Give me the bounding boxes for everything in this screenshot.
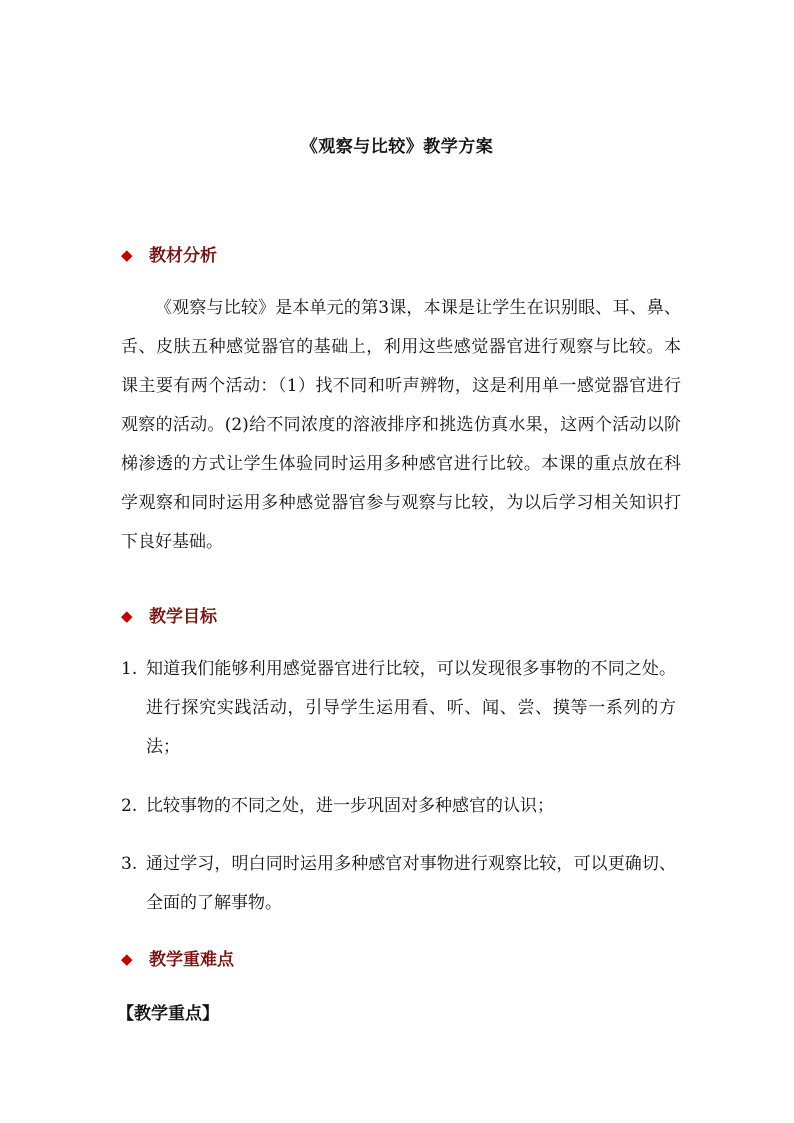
goal-list-item-1	[121, 650, 676, 767]
list-number: 3.	[121, 854, 138, 874]
section-heading-goals	[121, 602, 217, 627]
diamond-bullet-icon: ◆	[121, 950, 133, 968]
document-title: 《观察与比较》教学方案	[300, 137, 494, 157]
diamond-bullet-icon: ◆	[121, 246, 133, 264]
section-heading-key-points	[121, 945, 234, 970]
diamond-bullet-icon: ◆	[121, 607, 133, 625]
section-heading-label: 教学重难点	[149, 950, 234, 970]
list-text: 通过学习，明白同时运用多种感官对事物进行观察比较，可以更确切、全面的了解事物。	[146, 854, 676, 913]
list-text: 知道我们能够利用感觉器官进行比较，可以发现很多事物的不同之处。进行探究实践活动，引导学生运用看、听、闻、尝、摸等一系列的方法；	[146, 659, 676, 757]
teaching-focus-label: 【教学重点】	[117, 1004, 219, 1024]
list-number: 1.	[121, 659, 138, 679]
goal-list-item-2	[121, 787, 676, 826]
list-number: 2.	[121, 796, 138, 816]
section-heading-analysis	[121, 241, 217, 266]
analysis-paragraph: 《观察与比较》是本单元的第3课，本课是让学生在识别眼、耳、鼻、舌、皮肤五种感觉器官的基础上，利用这些感觉器官进行观察与比较。本课主要有两个活动：（1）找不同和听声辨物，这是利用单一感觉器官进行观察的活动。(2)给不同浓度的溶液排序和挑选仿真水果，这两个活动以阶梯渗透的方式让学生体验同时运用多种感官进行比较。本课的重点放在科学观察和同时运用多种感觉器官参与观察与比较，为以后学习相关知识打下良好基础。	[121, 298, 681, 552]
list-text: 比较事物的不同之处，进一步巩固对多种感官的认识；	[146, 796, 554, 816]
section-heading-label: 教材分析	[149, 246, 217, 266]
goal-list-item-3	[121, 845, 676, 923]
section-heading-label: 教学目标	[149, 607, 217, 627]
